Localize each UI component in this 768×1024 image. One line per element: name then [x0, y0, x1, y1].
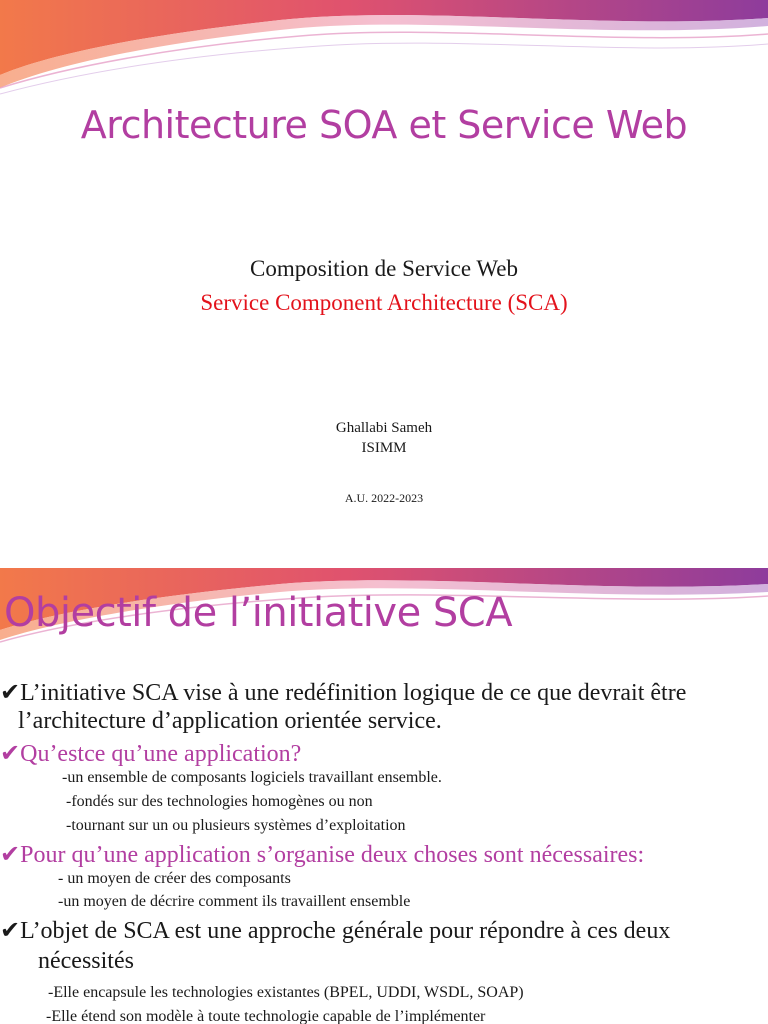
checkmark-icon: ✔ [0, 680, 21, 706]
bullet-text: Pour qu’une application s’organise deux choses sont nécessaires: [20, 842, 645, 868]
bullet-text-continued: nécessités [38, 948, 134, 974]
sub-bullet: -Elle étend son modèle à toute technologie capable de l’implémenter [46, 1008, 486, 1024]
sub-bullet: - un moyen de créer des composants [58, 870, 291, 887]
bullet-text: Qu’estce qu’une application? [20, 741, 302, 767]
sub-bullet: -un moyen de décrire comment ils travaillent ensemble [58, 893, 411, 910]
sub-bullet: -tournant sur un ou plusieurs systèmes d’exploitation [66, 817, 406, 834]
bullet-item [0, 840, 644, 869]
slide-title: Architecture SOA et Service Web [80, 103, 688, 147]
bullet-item [0, 739, 301, 768]
checkmark-icon: ✔ [0, 918, 21, 944]
bullet-text: L’objet de SCA est une approche générale pour répondre à ces deux [20, 918, 671, 944]
decorative-banner [0, 0, 768, 100]
institution-name: ISIMM [361, 440, 407, 456]
slide-title: Objectif de l’initiative SCA [4, 590, 513, 636]
slide-subtitle: Composition de Service Web [250, 256, 518, 281]
checkmark-icon: ✔ [0, 741, 21, 767]
academic-year: A.U. 2022-2023 [344, 491, 424, 505]
checkmark-icon: ✔ [0, 842, 21, 868]
slide-subtitle-highlight: Service Component Architecture (SCA) [200, 290, 568, 315]
content-slide [0, 568, 768, 1024]
bullet-item [0, 678, 686, 707]
bullet-text-continued: l’architecture d’application orientée service. [18, 708, 442, 734]
sub-bullet: -fondés sur des technologies homogènes ou non [66, 793, 373, 810]
bullet-item [0, 916, 670, 945]
sub-bullet: -Elle encapsule les technologies existantes (BPEL, UDDI, WSDL, SOAP) [48, 984, 524, 1001]
author-name: Ghallabi Sameh [335, 420, 433, 436]
sub-bullet: -un ensemble de composants logiciels travaillant ensemble. [62, 769, 442, 786]
bullet-text: L’initiative SCA vise à une redéfinition logique de ce que devrait être [20, 680, 687, 706]
